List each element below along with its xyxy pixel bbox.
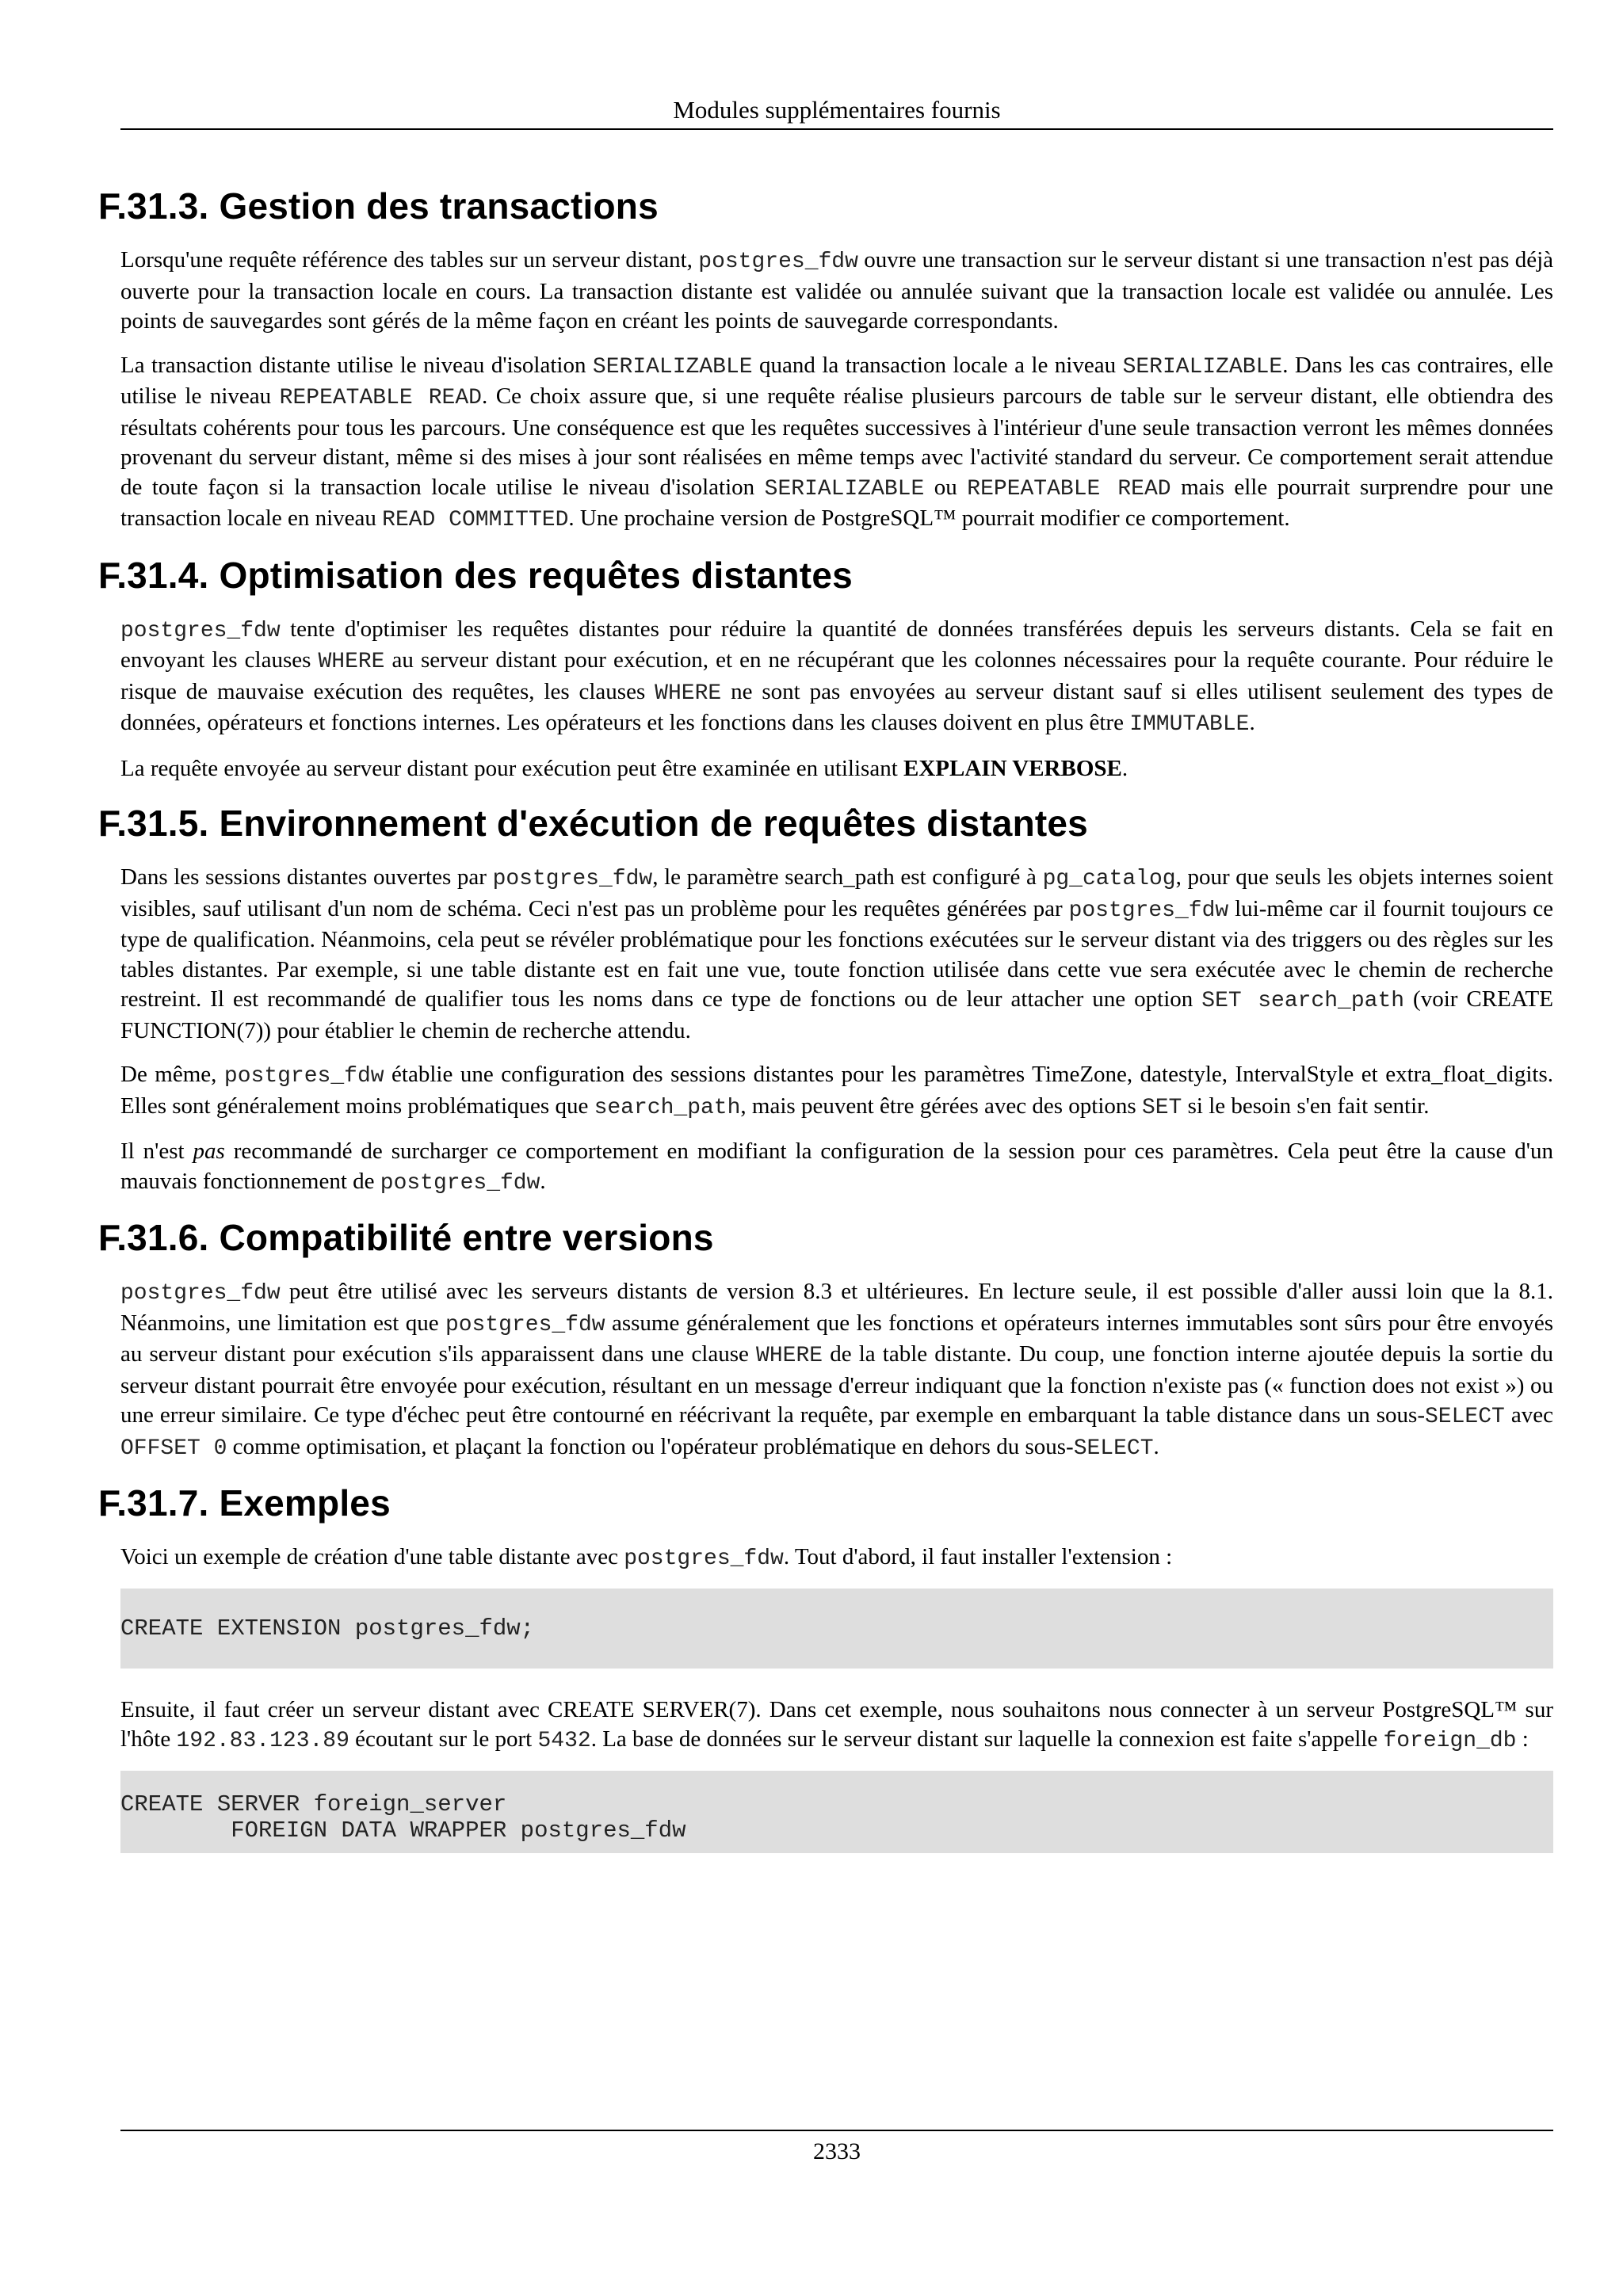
inline-code: 5432: [537, 1729, 591, 1753]
section-environment: [98, 801, 1553, 1198]
inline-code: REPEATABLE READ: [967, 476, 1171, 502]
inline-code: postgres_fdw: [223, 1064, 384, 1089]
emphasis: pas: [193, 1138, 225, 1164]
inline-code: 192.83.123.89: [176, 1729, 349, 1753]
inline-code: IMMUTABLE: [1129, 712, 1250, 737]
inline-code: SET search_path: [1201, 989, 1405, 1013]
inline-code: postgres_fdw: [380, 1170, 540, 1196]
section-examples: [98, 1481, 1553, 1853]
paragraph: Il n'est pas recommandé de surcharger ce comportement en modifiant la configuration de la session pour ces paramètres. Cela peut être la cause d'un mauvais fonctionnement de postgres_fdw.: [120, 1138, 1553, 1196]
paragraph: postgres_fdw peut être utilisé avec les serveurs distants de version 8.3 et ultérieures. En lecture seule, il est possible d'aller aussi loin que la 8.1. Néanmoins, une limitation est que postgres_fdw assume généralement que les fonctions et opérateurs internes immutables sont sûrs pour être envoyés au serveur distant pour exécution s'ils apparaissent dans une clause WHERE de la table distante. Du coup, une fonction interne ajoutée depuis la sortie du serveur distant pourrait être envoyée pour exécution, résultant en un message d'erreur indiquant que la fonction n'existe pas (« function does not exist ») ou une erreur similaire. Ce type d'échec peut être contourné en réécrivant la requête, par exemple en embarquant la table distance dans un sous-SELECT avec OFFSET 0 comme optimisation, et plaçant la fonction ou l'opérateur problématique en dehors du sous-SELECT.: [120, 1279, 1553, 1461]
section-optimisation: [98, 553, 1553, 784]
inline-code: SERIALIZABLE: [592, 354, 753, 379]
section-heading: F.31.3. Gestion des transactions: [98, 185, 659, 227]
inline-code: pg_catalog: [1042, 867, 1176, 891]
footer-rule: [120, 2130, 1553, 2131]
paragraph: La transaction distante utilise le niveau d'isolation SERIALIZABLE quand la transaction locale a le niveau SERIALIZABLE. Dans les cas contraires, elle utilise le niveau REPEATABLE READ. Ce choix assure que, si une requête réalise plusieurs parcours de table sur le serveur distant, elle obtiendra des résultats cohérents pour tous les parcours. Une conséquence est que les requêtes successives à l'intérieur d'une seule transaction verront les mêmes données provenant du serveur distant, même si des mises à jour sont réalisées en même temps avec l'activité standard du serveur. Ce comportement serait attendue de toute façon si la transaction locale utilise le niveau d'isolation SERIALIZABLE ou REPEATABLE READ mais elle pourrait surprendre pour une transaction locale en niveau READ COMMITTED. Une prochaine version de PostgreSQL™ pourrait modifier ce comportement.: [120, 352, 1554, 532]
page-content: [98, 184, 1553, 1853]
inline-code: WHERE: [756, 1344, 823, 1368]
inline-code: postgres_fdw: [624, 1547, 784, 1571]
command-name: EXPLAIN VERBOSE: [903, 755, 1122, 781]
inline-code: postgres_fdw: [698, 250, 858, 274]
inline-code: OFFSET 0: [120, 1436, 227, 1461]
section-heading: F.31.6. Compatibilité entre versions: [98, 1217, 714, 1258]
paragraph: Dans les sessions distantes ouvertes par postgres_fdw, le paramètre search_path est configuré à pg_catalog, pour que seuls les objets internes soient visibles, sauf utilisant d'un nom de schéma. Ceci n'est pas un problème pour les requêtes générées par postgres_fdw lui-même car il fournit toujours ce type de qualification. Néanmoins, cela peut se révéler problématique pour les fonctions exécutées sur le serveur distant via des triggers ou des règles sur les tables distantes. Par exemple, si une table distante est en fait une vue, toute fonction utilisée dans cette vue sera exécutée avec le chemin de recherche restreint. Il est recommandé de qualifier tous les noms dans ce type de fonctions ou de leur attacher une option SET search_path (voir CREATE FUNCTION(7)) pour établier le chemin de recherche attendu.: [120, 864, 1554, 1043]
inline-code: search_path: [594, 1095, 741, 1120]
paragraph: postgres_fdw tente d'optimiser les requêtes distantes pour réduire la quantité de données transférées depuis les serveurs distants. Cela se fait en envoyant les clauses WHERE au serveur distant pour exécution, et en ne récupérant que les colonnes nécessaires pour la requête courante. Pour réduire le risque de mauvaise exécution des requêtes, les clauses WHERE ne sont pas envoyées au serveur distant sauf si elles utilisent seulement des types de données, opérateurs et fonctions internes. Les opérateurs et les fonctions dans les clauses doivent en plus être IMMUTABLE.: [120, 616, 1554, 737]
inline-code: postgres_fdw: [492, 867, 653, 891]
inline-code: SELECT: [1073, 1436, 1154, 1461]
page-number: 2333: [813, 2138, 861, 2164]
inline-code: postgres_fdw: [1068, 898, 1229, 923]
code-block-create-server: CREATE SERVER foreign_server FOREIGN DATA WRAPPER postgres_fdw: [120, 1771, 1553, 1853]
section-heading: F.31.5. Environnement d'exécution de requêtes distantes: [98, 803, 1088, 844]
paragraph: De même, postgres_fdw établie une configuration des sessions distantes pour les paramètres TimeZone, datestyle, IntervalStyle et extra_float_digits. Elles sont généralement moins problématiques que search_path, mais peuvent être gérées avec des options SET si le besoin s'en fait sentir.: [120, 1062, 1554, 1120]
section-compatibility: [98, 1215, 1553, 1463]
inline-code: postgres_fdw: [120, 618, 281, 643]
section-heading: F.31.4. Optimisation des requêtes distantes: [98, 554, 853, 596]
inline-code: postgres_fdw: [120, 1281, 281, 1306]
running-header: Modules supplémentaires fournis: [673, 96, 1001, 124]
inline-code: foreign_db: [1383, 1729, 1517, 1753]
paragraph: Ensuite, il faut créer un serveur distant avec CREATE SERVER(7). Dans cet exemple, nous souhaitons nous connecter à un serveur PostgreSQL™ sur l'hôte 192.83.123.89 écoutant sur le port 5432. La base de données sur le serveur distant sur laquelle la connexion est faite s'appelle foreign_db :: [120, 1696, 1553, 1753]
paragraph: Voici un exemple de création d'une table distante avec postgres_fdw. Tout d'abord, il faut installer l'extension :: [120, 1544, 1173, 1571]
inline-code: SERIALIZABLE: [1122, 354, 1283, 379]
header-rule: [120, 128, 1553, 130]
inline-code: WHERE: [655, 681, 722, 706]
section-transactions: [98, 184, 1553, 536]
inline-code: SERIALIZABLE: [764, 476, 925, 502]
inline-code: SELECT: [1425, 1405, 1505, 1429]
inline-code: SET: [1141, 1095, 1182, 1120]
inline-code: postgres_fdw: [445, 1312, 605, 1337]
section-heading: F.31.7. Exemples: [98, 1482, 391, 1524]
code-block-create-extension: CREATE EXTENSION postgres_fdw;: [120, 1589, 1553, 1669]
inline-code: REPEATABLE READ: [279, 386, 482, 410]
inline-code: WHERE: [318, 650, 385, 674]
inline-code: READ COMMITTED: [382, 508, 569, 532]
paragraph: La requête envoyée au serveur distant pour exécution peut être examinée en utilisant EXPLAIN VERBOSE.: [120, 755, 1128, 781]
paragraph: Lorsqu'une requête référence des tables sur un serveur distant, postgres_fdw ouvre une transaction sur le serveur distant si une transaction n'est pas déjà ouverte pour la transaction locale en cours. La transaction distante est validée ou annulée suivant que la transaction locale est validée ou annulée. Les points de sauvegardes sont gérés de la même façon en créant les points de sauvegarde correspondants.: [120, 247, 1554, 334]
